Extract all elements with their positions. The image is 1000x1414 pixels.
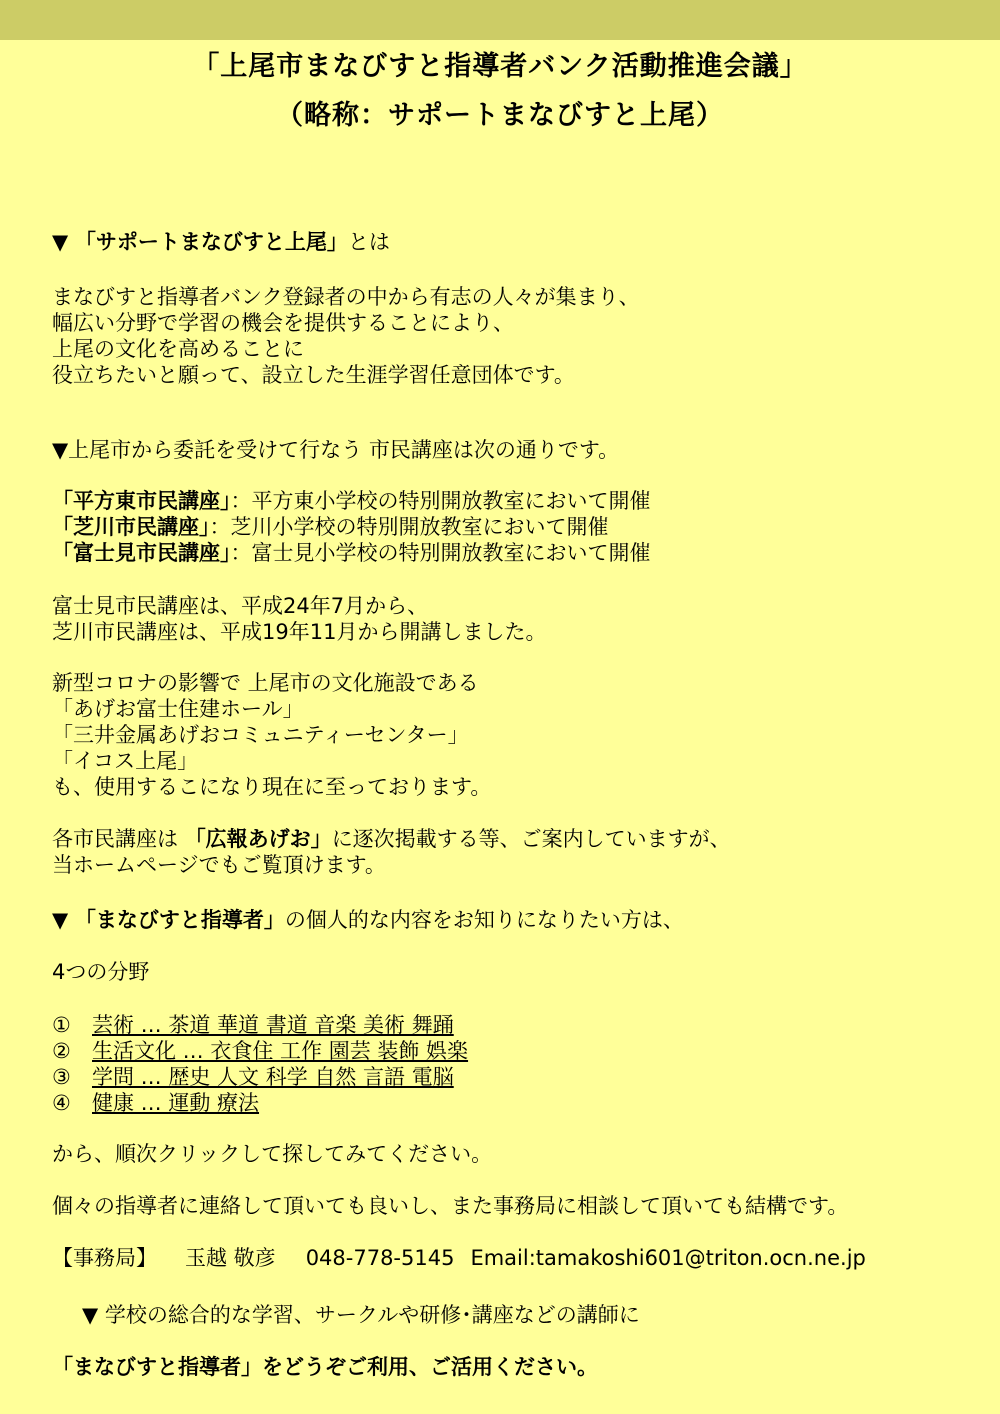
about-text xyxy=(52,284,640,388)
lecture-name: 「平方東市民講座」 xyxy=(52,489,231,513)
office-phone: 048-778-5145 xyxy=(305,1246,455,1270)
field-link-lifestyle[interactable]: 生活文化 … 衣食住 工作 園芸 装飾 娯楽 xyxy=(92,1039,469,1063)
history-line: 芝川市民講座は、平成19年11月から開講しました。 xyxy=(52,620,547,644)
page-title: 「上尾市まなびすと指導者バンク活動推進会議」 xyxy=(192,51,808,82)
about-line: 役立ちたいと願って、設立した生涯学習任意団体です。 xyxy=(52,363,575,387)
fields-label: 4つの分野 xyxy=(52,960,150,984)
about-heading-bold: 「サポートまなびすと上尾」 xyxy=(74,230,348,254)
covid-line: 「三井金属あげおコミュニティーセンター」 xyxy=(52,723,469,747)
lecture-history xyxy=(52,593,546,645)
history-line: 富士見市民講座は、平成24年7月から、 xyxy=(52,594,429,618)
footer-note: ▼ 学校の総合的な学習、サークルや研修･講座などの講師に xyxy=(82,1303,640,1327)
field-number: ② xyxy=(52,1039,71,1063)
about-line: 幅広い分野で学習の機会を提供することにより、 xyxy=(52,311,514,335)
field-item xyxy=(52,1064,468,1090)
lecture-desc: ：富士見小学校の特別開放教室において開催 xyxy=(230,541,651,565)
triangle-marker: ▼ xyxy=(52,230,75,254)
click-hint: から、順次クリックして探してみてください。 xyxy=(52,1142,493,1166)
lecture-desc: ：芝川小学校の特別開放教室において開催 xyxy=(209,515,609,539)
covid-line: も、使用するこになり現在に至っております。 xyxy=(52,775,492,799)
office-label: 【事務局】 xyxy=(52,1246,157,1270)
footer-call-to-action xyxy=(52,1354,598,1380)
lecture-item xyxy=(52,488,651,514)
lecture-item xyxy=(52,540,651,566)
publicity-pre: 各市民講座は xyxy=(52,827,185,851)
field-number: ③ xyxy=(52,1065,71,1089)
koho-ageo-label: 「広報あげお」 xyxy=(184,827,332,851)
lecture-list xyxy=(52,488,651,566)
lecture-desc: ：平方東小学校の特別開放教室において開催 xyxy=(230,489,651,513)
publicity-line: 当ホームページでもご覧頂けます。 xyxy=(52,853,386,877)
about-heading xyxy=(52,229,390,255)
field-link-academics[interactable]: 学問 … 歴史 人文 科学 自然 言語 電脳 xyxy=(92,1065,454,1089)
field-link-arts[interactable]: 芸術 … 茶道 華道 書道 音楽 美術 舞踊 xyxy=(92,1013,454,1037)
top-bar xyxy=(0,0,1000,40)
field-number: ④ xyxy=(52,1091,71,1115)
lectures-intro: ▼上尾市から委託を受けて行なう 市民講座は次の通りです。 xyxy=(52,438,620,462)
about-line: まなびすと指導者バンク登録者の中から有志の人々が集まり、 xyxy=(52,285,640,309)
field-number: ① xyxy=(52,1013,71,1037)
triangle-marker: ▼ xyxy=(52,908,75,932)
instructors-heading xyxy=(52,907,684,933)
lecture-name: 「富士見市民講座」 xyxy=(52,541,231,565)
covid-line: 新型コロナの影響で 上尾市の文化施設である xyxy=(52,671,479,695)
field-item xyxy=(52,1038,468,1064)
publicity-notice xyxy=(52,826,731,878)
lecture-item xyxy=(52,514,651,540)
office-contact xyxy=(52,1245,866,1271)
covid-notice xyxy=(52,670,491,800)
office-person-name: 玉越 敬彦 xyxy=(185,1246,276,1270)
instructors-heading-rest: の個人的な内容をお知りになりたい方は、 xyxy=(284,908,684,932)
field-item xyxy=(52,1012,468,1038)
field-list xyxy=(52,1012,468,1116)
lecture-name: 「芝川市民講座」 xyxy=(52,515,210,539)
covid-line: 「あげお富士住建ホール」 xyxy=(52,697,304,721)
page-subtitle: （略称：サポートまなびすと上尾） xyxy=(276,100,724,131)
field-item xyxy=(52,1090,468,1116)
publicity-line xyxy=(52,826,731,852)
covid-line: 「イコス上尾」 xyxy=(52,749,199,773)
about-heading-rest: とは xyxy=(347,230,390,254)
instructors-heading-bold: 「まなびすと指導者」 xyxy=(74,908,285,932)
contact-hint: 個々の指導者に連絡して頂いても良いし、また事務局に相談して頂いても結構です。 xyxy=(52,1194,849,1218)
about-line: 上尾の文化を高めることに xyxy=(52,337,304,361)
office-email: Email:tamakoshi601@triton.ocn.ne.jp xyxy=(470,1246,866,1270)
field-link-health[interactable]: 健康 … 運動 療法 xyxy=(92,1091,260,1115)
footer-call-to-action-text: 「まなびすと指導者」をどうぞご利用、ご活用ください。 xyxy=(52,1355,598,1379)
publicity-post: に逐次掲載する等、ご案内していますが、 xyxy=(331,827,731,851)
